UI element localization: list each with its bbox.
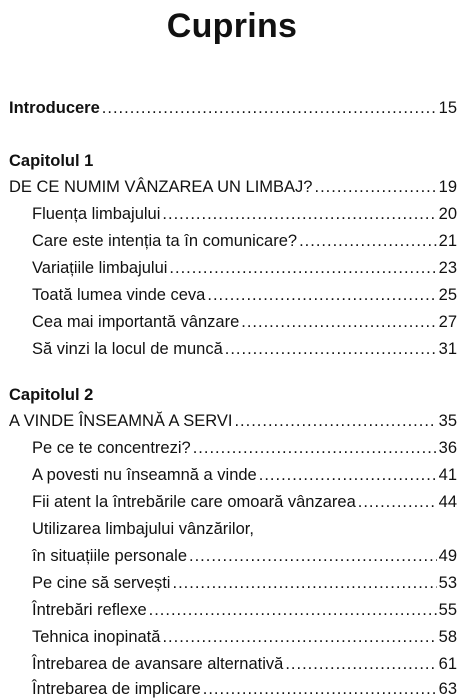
chapter-heading-1: Capitolul 1	[9, 152, 94, 170]
toc-entry-page: 23	[438, 259, 457, 277]
toc-entry	[32, 284, 457, 306]
toc-entry-page: 49	[438, 547, 457, 565]
toc-entry-label: Întrebarea de avansare alternativă	[32, 655, 284, 673]
toc-entry-label: A povesti nu înseamnă a vinde	[32, 466, 257, 484]
toc-entry-page: 27	[438, 313, 457, 331]
toc-entry-label: Să vinzi la locul de muncă	[32, 340, 223, 358]
dot-leader	[358, 491, 437, 513]
dot-leader	[314, 176, 436, 198]
dot-leader	[225, 338, 437, 360]
toc-entry-label: Variațiile limbajului	[32, 259, 168, 277]
dot-leader	[259, 464, 437, 486]
toc-entry	[32, 203, 457, 225]
page-title: Cuprins	[166, 7, 298, 45]
dot-leader	[193, 437, 437, 459]
dot-leader	[234, 410, 436, 432]
toc-entry-label: în situațiile personale	[32, 547, 188, 565]
chapter-heading-2: Capitolul 2	[9, 386, 94, 404]
toc-entry	[32, 230, 457, 252]
dot-leader	[203, 678, 437, 700]
toc-entry-label: Toată lumea vinde ceva	[32, 286, 206, 304]
dot-leader	[207, 284, 436, 306]
toc-entry-label: Întrebarea de implicare	[32, 680, 201, 698]
toc-entry	[32, 599, 457, 621]
toc-entry	[32, 338, 457, 360]
toc-entry	[32, 311, 457, 333]
toc-entry-page: 19	[438, 178, 457, 196]
toc-entry-label: DE CE NUMIM VÂNZAREA UN LIMBAJ?	[9, 178, 313, 196]
toc-entry-label: Introducere	[9, 99, 100, 117]
toc-entry	[32, 678, 457, 700]
toc-entry-label: Pe ce te concentrezi?	[32, 439, 191, 457]
toc-entry-label-continued: Utilizarea limbajului vânzărilor,	[32, 520, 254, 538]
toc-entry-label: Fii atent la întrebările care omoară vânzarea	[32, 493, 356, 511]
toc-entry-page: 53	[438, 574, 457, 592]
toc-entry-page: 55	[438, 601, 457, 619]
dot-leader	[285, 653, 436, 675]
toc-entry-label: Tehnica inopinată	[32, 628, 161, 646]
dot-leader	[169, 257, 436, 279]
toc-entry-page: 31	[438, 340, 457, 358]
toc-entry	[32, 437, 457, 459]
toc-entry-page: 41	[438, 466, 457, 484]
dot-leader	[162, 203, 436, 225]
toc-entry-label: Întrebări reflexe	[32, 601, 147, 619]
toc-entry	[32, 491, 457, 513]
toc-entry-label: Care este intenția ta în comunicare?	[32, 232, 298, 250]
toc-entry-label: Cea mai importantă vânzare	[32, 313, 240, 331]
dot-leader	[189, 545, 437, 567]
toc-entry-page: 61	[438, 655, 457, 673]
toc-entry-page: 15	[438, 99, 457, 117]
toc-entry	[32, 626, 457, 648]
toc-entry-introduction	[9, 97, 457, 119]
toc-entry-page: 25	[438, 286, 457, 304]
toc-entry-page: 63	[438, 680, 457, 698]
toc-entry-page: 21	[438, 232, 457, 250]
toc-entry	[32, 545, 457, 567]
toc-entry-page: 20	[438, 205, 457, 223]
dot-leader	[149, 599, 437, 621]
dot-leader	[172, 572, 436, 594]
dot-leader	[102, 97, 437, 119]
toc-entry	[32, 572, 457, 594]
dot-leader	[162, 626, 436, 648]
toc-chapter-title-1	[9, 176, 457, 198]
toc-entry-page: 35	[438, 412, 457, 430]
toc-entry-label: Fluența limbajului	[32, 205, 161, 223]
toc-entry-page: 36	[438, 439, 457, 457]
toc-entry-page: 58	[438, 628, 457, 646]
toc-entry-label: Pe cine să servești	[32, 574, 171, 592]
dot-leader	[241, 311, 436, 333]
toc-entry-page: 44	[438, 493, 457, 511]
dot-leader	[299, 230, 437, 252]
toc-entry	[32, 464, 457, 486]
toc-entry	[32, 257, 457, 279]
toc-chapter-title-2	[9, 410, 457, 432]
toc-entry-label: A VINDE ÎNSEAMNĂ A SERVI	[9, 412, 233, 430]
toc-entry	[32, 653, 457, 675]
